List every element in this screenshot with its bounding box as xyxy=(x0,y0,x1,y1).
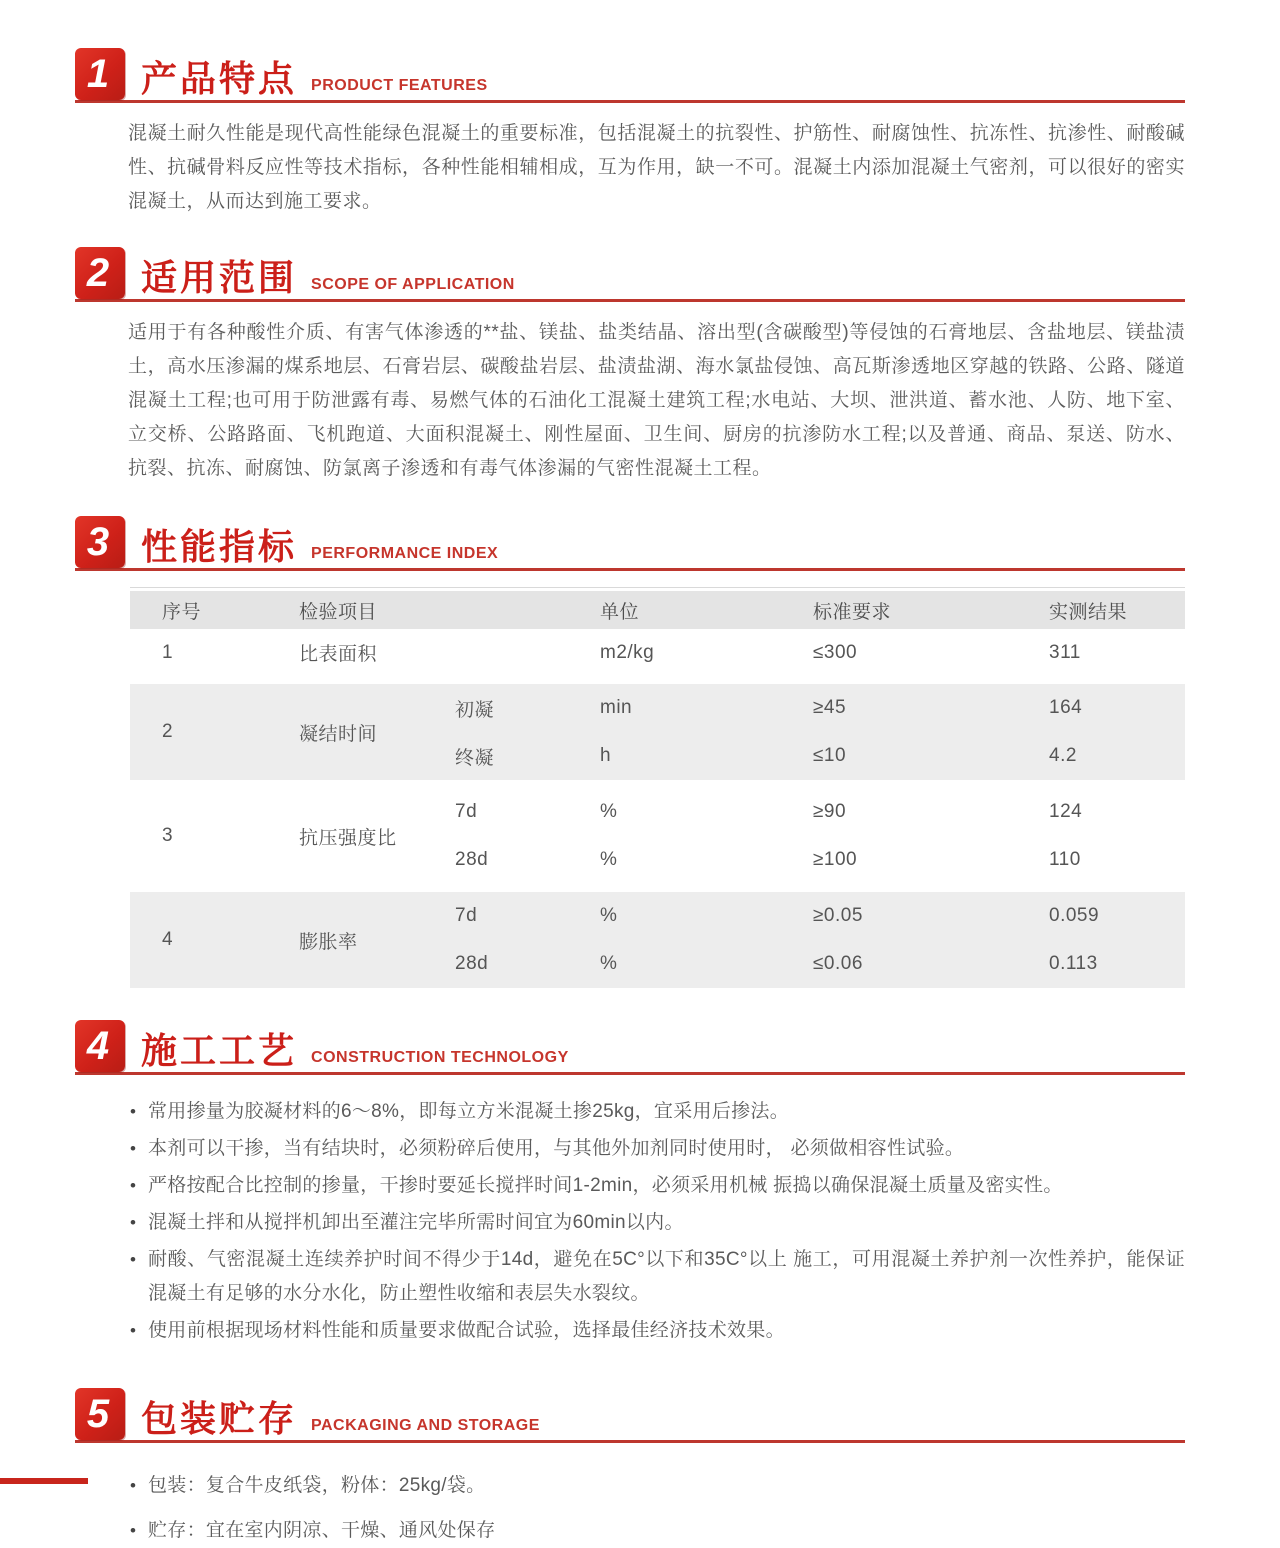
col-header-result: 实测结果 xyxy=(1049,601,1128,623)
cell-standard: ≤10 xyxy=(813,745,847,766)
section-header xyxy=(75,516,1185,571)
cell-item: 比表面积 xyxy=(299,644,378,665)
section-title-cn: 施工工艺 xyxy=(141,1029,298,1071)
cell-result: 164 xyxy=(1049,697,1083,718)
section-title-en: PRODUCT FEATURES xyxy=(311,77,488,94)
section-construction-technology xyxy=(75,1020,1185,1348)
section-header xyxy=(75,1020,1185,1075)
section-number-badge xyxy=(75,1388,125,1440)
section-number: 1 xyxy=(86,52,110,96)
bullet-item: • 本剂可以干掺，当有结块时，必须粉碎后使用，与其他外加剂同时使用时， 必须做相容性试验。 xyxy=(128,1132,1185,1166)
section-title-cn: 产品特点 xyxy=(141,57,298,99)
section-title-cn: 性能指标 xyxy=(141,525,298,567)
section-paragraph: 混凝土耐久性能是现代高性能绿色混凝土的重要标准，包括混凝土的抗裂性、护筋性、耐腐蚀性、抗冻性、抗渗性、耐酸碱性、抗碱骨料反应性等技术指标，各种性能相辅相成，互为作用，缺一不可。混凝土内添加混凝土气密剂，可以很好的密实混凝土，从而达到施工要求。 xyxy=(128,123,1185,212)
cell-no: 1 xyxy=(162,641,174,663)
bullet-item: • 贮存：宜在室内阴凉、干燥、通风处保存 xyxy=(128,1514,1185,1548)
cell-unit: % xyxy=(600,953,618,974)
cell-no: 3 xyxy=(162,825,174,846)
cell-result: 0.113 xyxy=(1049,953,1098,974)
cell-sub: 7d xyxy=(455,801,478,822)
cell-result: 4.2 xyxy=(1049,745,1077,766)
table-row xyxy=(130,629,1185,676)
section-titles xyxy=(141,257,515,299)
section-scope-of-application xyxy=(75,247,1185,486)
cell-unit: m2/kg xyxy=(600,641,655,663)
section-title-en: CONSTRUCTION TECHNOLOGY xyxy=(311,1049,569,1066)
section-number: 4 xyxy=(86,1024,110,1068)
section-header xyxy=(75,1388,1185,1443)
section-performance-index xyxy=(75,516,1185,988)
bullet-item: • 常用掺量为胶凝材料的6～8%，即每立方米混凝土掺25kg，宜采用后掺法。 xyxy=(128,1095,1185,1129)
cell-no: 4 xyxy=(162,929,174,950)
section-title-en: SCOPE OF APPLICATION xyxy=(311,276,515,293)
section-title-en: PACKAGING AND STORAGE xyxy=(311,1417,540,1434)
bullet-item: • 耐酸、气密混凝土连续养护时间不得少于14d，避免在5C°以下和35C°以上 施工，可用混凝土养护剂一次性养护，能保证混凝土有足够的水分水化，防止塑性收缩和表层失水裂纹。 xyxy=(128,1243,1185,1311)
section-header xyxy=(75,247,1185,302)
section-number-badge xyxy=(75,48,125,100)
section-title-cn: 适用范围 xyxy=(141,256,298,298)
section-titles xyxy=(141,526,498,568)
cell-standard: ≥90 xyxy=(813,801,847,822)
cell-unit: % xyxy=(600,849,618,870)
cell-unit: h xyxy=(600,745,612,766)
section-title-en: PERFORMANCE INDEX xyxy=(311,545,499,562)
bullet-item: • 包装：复合牛皮纸袋，粉体：25kg/袋。 xyxy=(128,1469,1185,1503)
col-header-unit: 单位 xyxy=(600,601,640,623)
cell-standard: ≤300 xyxy=(813,641,858,663)
section-paragraph: 适用于有各种酸性介质、有害气体渗透的**盐、镁盐、盐类结晶、溶出型(含碳酸型)等侵蚀的石膏地层、含盐地层、镁盐渍土，高水压渗漏的煤系地层、石膏岩层、碳酸盐岩层、盐渍盐湖、海水氯盐侵蚀、高瓦斯渗透地区穿越的铁路、公路、隧道混凝土工程;也可用于防泄露有毒、易燃气体的石油化工混凝土建筑工程;水电站、大坝、泄洪道、蓄水池、人防、地下室、立交桥、公路路面、飞机跑道、大面积混凝土、刚性屋面、卫生间、厨房的抗渗防水工程;以及普通、商品、泵送、防水、抗裂、抗冻、耐腐蚀、防氯离子渗透和有毒气体渗漏的气密性混凝土工程。 xyxy=(128,322,1185,479)
cell-item: 抗压强度比 xyxy=(299,827,397,849)
cell-result: 311 xyxy=(1049,641,1081,663)
cell-sub: 28d xyxy=(455,953,489,974)
cell-standard: ≥0.05 xyxy=(813,905,863,926)
cell-sub: 7d xyxy=(455,905,478,926)
table-row xyxy=(130,684,1185,780)
section-number: 3 xyxy=(86,520,110,564)
bullet-item: • 混凝土拌和从搅拌机卸出至灌注完毕所需时间宜为60min以内。 xyxy=(128,1206,1185,1240)
cell-sub: 初凝 xyxy=(455,699,495,721)
section-packaging-storage xyxy=(75,1388,1185,1548)
section-number: 5 xyxy=(86,1392,110,1436)
bullet-item: • 使用前根据现场材料性能和质量要求做配合试验，选择最佳经济技术效果。 xyxy=(128,1314,1185,1348)
cell-standard: ≤0.06 xyxy=(813,953,863,974)
section-titles xyxy=(141,1030,569,1072)
section-product-features xyxy=(75,48,1185,219)
section-titles xyxy=(141,58,488,100)
performance-table xyxy=(130,587,1185,988)
cell-standard: ≥100 xyxy=(813,849,858,870)
cell-unit: % xyxy=(600,801,618,822)
section-title-cn: 包装贮存 xyxy=(141,1397,298,1439)
page-bottom-accent xyxy=(0,1478,88,1484)
packaging-bullet-list xyxy=(128,1469,1185,1548)
section-number-badge xyxy=(75,247,125,299)
section-number-badge xyxy=(75,516,125,568)
col-header-standard: 标准要求 xyxy=(813,601,892,623)
col-header-sub xyxy=(425,591,570,629)
section-number-badge xyxy=(75,1020,125,1072)
cell-sub: 终凝 xyxy=(455,747,495,769)
cell-result: 110 xyxy=(1049,849,1081,870)
cell-item: 膨胀率 xyxy=(299,931,358,953)
cell-result: 124 xyxy=(1049,801,1083,822)
cell-item: 凝结时间 xyxy=(299,723,378,745)
construction-bullet-list xyxy=(128,1095,1185,1348)
section-titles xyxy=(141,1398,540,1440)
col-header-no: 序号 xyxy=(162,601,202,623)
section-number: 2 xyxy=(86,251,110,295)
cell-result: 0.059 xyxy=(1049,905,1100,926)
cell-unit: % xyxy=(600,905,618,926)
cell-standard: ≥45 xyxy=(813,697,847,718)
bullet-item: • 严格按配合比控制的掺量，干掺时要延长搅拌时间1-2min，必须采用机械 振捣以确保混凝土质量及密实性。 xyxy=(128,1169,1185,1203)
section-header xyxy=(75,48,1185,103)
table-row xyxy=(130,788,1185,884)
table-header-row xyxy=(130,591,1185,629)
col-header-item: 检验项目 xyxy=(299,601,378,623)
cell-sub: 28d xyxy=(455,849,489,870)
cell-unit: min xyxy=(600,697,633,718)
cell-no: 2 xyxy=(162,721,174,742)
table-row xyxy=(130,892,1185,988)
cell-sub xyxy=(425,629,570,676)
